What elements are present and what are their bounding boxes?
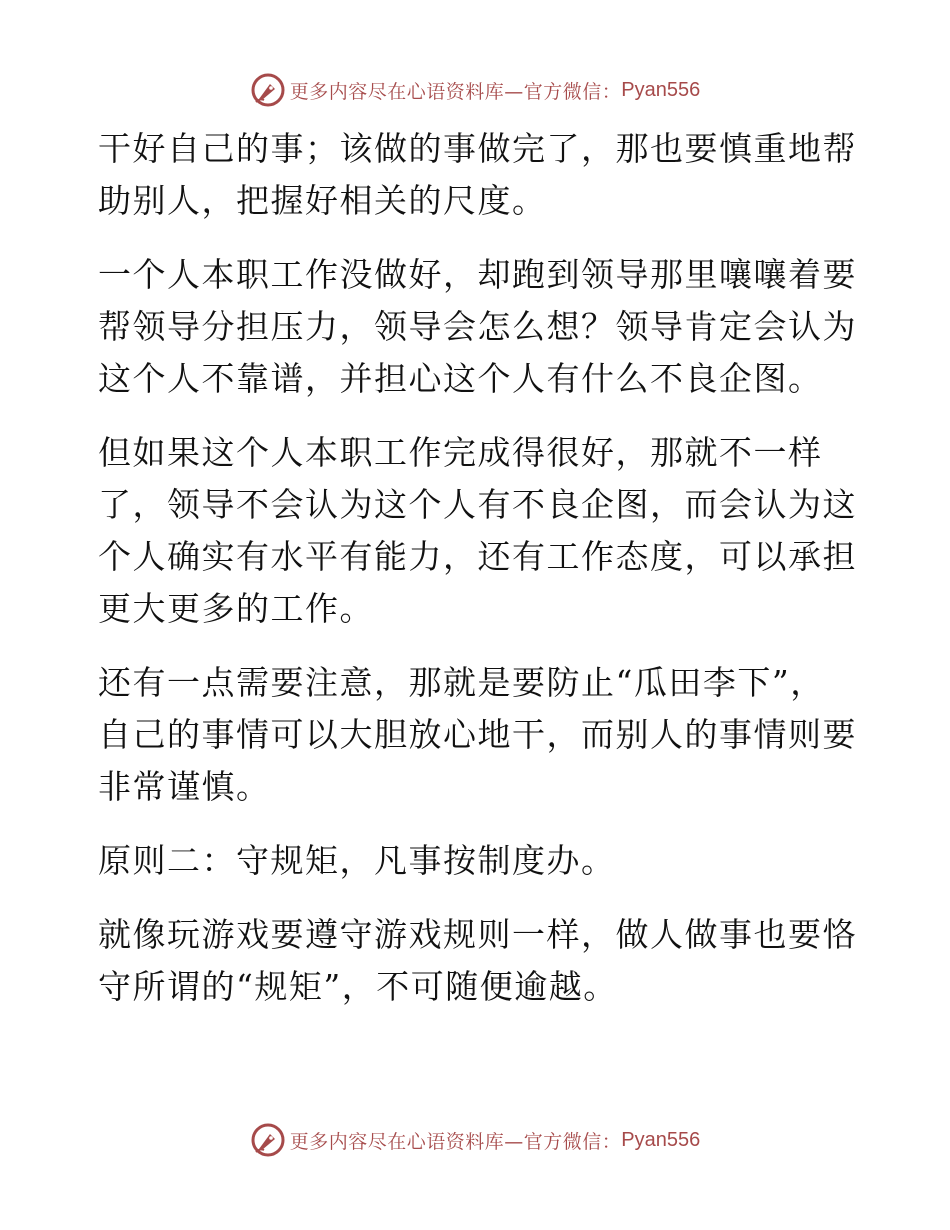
watermark-text: 更多内容尽在心语资料库—官方微信： [289,80,622,103]
paragraph: 干好自己的事；该做的事做完了，那也要慎重地帮助别人，把握好相关的尺度。 [98,129,857,220]
watermark-wechat-id: Pyan556 [621,78,701,101]
watermark-text: 更多内容尽在心语资料库—官方微信： [289,1130,622,1153]
pen-nib-logo-icon [250,72,286,108]
paragraph: 还有一点需要注意，那就是要防止“瓜田李下”，自己的事情可以大胆放心地干，而别人的事情则要非常谨慎。 [98,663,857,806]
paragraph: 就像玩游戏要遵守游戏规则一样，做人做事也要恪守所谓的“规矩”，不可随便逾越。 [98,915,857,1006]
pen-nib-logo-icon [250,1122,286,1158]
paragraph: 一个人本职工作没做好，却跑到领导那里嚷嚷着要帮领导分担压力，领导会怎么想？领导肯定会认为这个人不靠谱，并担心这个人有什么不良企图。 [98,255,857,398]
watermark-wechat-id: Pyan556 [621,1128,701,1151]
paragraph: 但如果这个人本职工作完成得很好，那就不一样了，领导不会认为这个人有不良企图，而会认为这个人确实有水平有能力，还有工作态度，可以承担更大更多的工作。 [98,433,857,628]
document-body [98,123,858,1035]
header-watermark [0,70,950,110]
footer-watermark [0,1120,950,1160]
paragraph: 原则二：守规矩，凡事按制度办。 [98,841,616,880]
